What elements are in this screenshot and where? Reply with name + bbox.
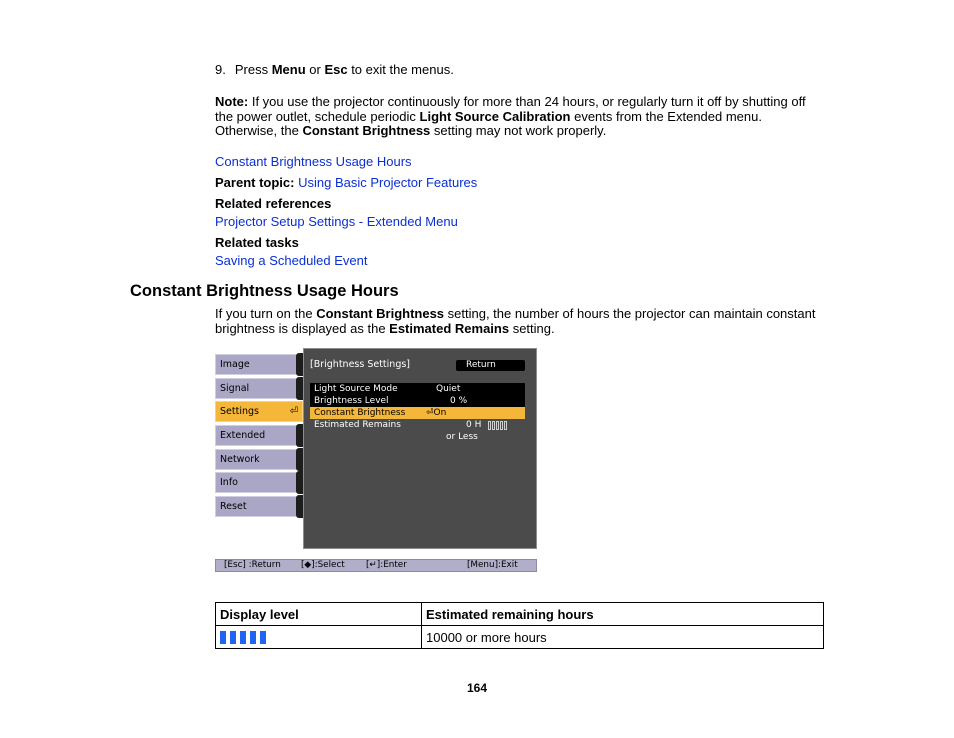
projector-menu-screenshot [215,348,537,573]
row-light-source-mode: Light Source Mode Quiet [310,383,525,395]
footer-enter: [↵]:Enter [366,560,407,570]
return-button: Return [456,360,525,371]
row-estimated-remains-suffix: or Less [446,432,478,442]
enter-icon: ⏎ [289,406,298,417]
parent-topic-row [215,176,477,191]
enter-icon: ⏎ [426,408,434,418]
parent-topic-label: Parent topic: [215,175,295,190]
sidebar-item-settings: Settings ⏎ [215,401,303,422]
row-brightness-level: Brightness Level 0 % [310,395,525,407]
page-number: 164 [467,681,488,695]
key-menu: Menu [271,62,306,77]
parent-topic-link[interactable]: Using Basic Projector Features [298,175,478,190]
related-task-row [215,254,368,269]
sidebar-item-reset: Reset [215,496,303,517]
level-bar [250,631,256,644]
related-references-label: Related references [215,196,332,211]
level-bar [230,631,236,644]
level-bar [240,631,246,644]
key-esc: Esc [324,62,348,77]
header-display-level: Display level [216,603,422,626]
menu-footer-bar [215,559,537,572]
sidebar-item-extended: Extended [215,425,303,446]
panel-title: [Brightness Settings] [310,359,411,370]
section-paragraph: If you turn on the Constant Brightness setting, the number of hours the projector can maintain constant brightness is displayed as the Estimated Remains setting. [215,306,816,336]
note-block: Note: If you use the projector continuously for more than 24 hours, or regularly turn it off by shutting off the power outlet, schedule periodic Light Source Calibration events from the Extended menu. Otherwise, the Constant Brightness setting may not work properly. [215,94,806,138]
table-header-row [216,603,824,626]
remaining-gauge-icon [488,421,507,430]
display-level-cell [216,626,422,649]
footer-esc: [Esc] :Return [224,560,281,570]
step-9: 9. Press Menu or Esc to exit the menus. [215,62,454,77]
footer-exit: [Menu]:Exit [467,560,518,570]
sidebar-item-info: Info [215,472,303,493]
step-number: 9. [215,62,226,77]
extended-menu-link[interactable]: Projector Setup Settings - Extended Menu [215,214,458,229]
related-tasks-label: Related tasks [215,235,299,250]
related-reference-row [215,215,458,230]
level-bar [220,631,226,644]
row-constant-brightness: Constant Brightness ⏎On [310,407,525,419]
table-row [216,626,824,649]
row-estimated-remains: Estimated Remains 0 H [310,419,525,431]
footer-select: [◆]:Select [301,560,345,570]
topic-link-row [215,155,412,170]
scheduled-event-link[interactable]: Saving a Scheduled Event [215,253,368,268]
sidebar-item-image: Image [215,354,303,375]
constant-brightness-usage-link[interactable]: Constant Brightness Usage Hours [215,154,412,169]
sidebar-item-signal: Signal [215,378,303,399]
hours-cell: 10000 or more hours [422,626,824,649]
display-level-table [215,602,824,649]
level-bar [260,631,266,644]
section-heading: Constant Brightness Usage Hours [130,282,399,300]
note-label: Note: [215,94,249,109]
level-bars-icon [220,631,417,644]
header-estimated-hours: Estimated remaining hours [422,603,824,626]
menu-panel [303,348,537,549]
sidebar-item-network: Network [215,449,303,470]
